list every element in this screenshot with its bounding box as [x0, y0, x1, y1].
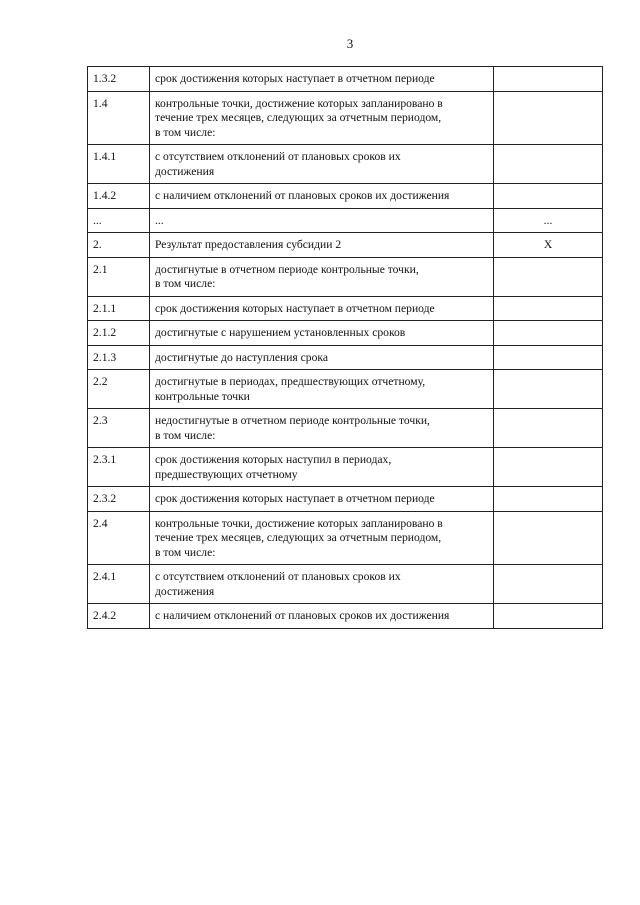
table-row — [88, 184, 603, 209]
row-number-cell: 2.1.3 — [88, 345, 150, 370]
row-description-cell: контрольные точки, достижение которых запланировано в течение трех месяцев, следующих за отчетным периодом, в том числе: — [150, 511, 494, 565]
row-number-cell: 2.1.2 — [88, 321, 150, 346]
table-row — [88, 345, 603, 370]
row-number-cell: 2.4.2 — [88, 604, 150, 629]
table-row — [88, 565, 603, 604]
table-row — [88, 511, 603, 565]
table-row — [88, 370, 603, 409]
row-description-cell: контрольные точки, достижение которых запланировано в течение трех месяцев, следующих за отчетным периодом, в том числе: — [150, 91, 494, 145]
row-value-cell — [494, 67, 603, 92]
row-value-cell — [494, 296, 603, 321]
table-row — [88, 487, 603, 512]
row-value-cell — [494, 565, 603, 604]
row-value-cell — [494, 370, 603, 409]
table-row — [88, 145, 603, 184]
row-description-cell: Результат предоставления субсидии 2 — [150, 233, 494, 258]
row-description-cell: срок достижения которых наступает в отчетном периоде — [150, 296, 494, 321]
table-row — [88, 208, 603, 233]
table-row — [88, 604, 603, 629]
row-value-cell — [494, 511, 603, 565]
table-row — [88, 448, 603, 487]
table-row — [88, 296, 603, 321]
row-number-cell: 1.4 — [88, 91, 150, 145]
row-description-cell: с отсутствием отклонений от плановых сроков их достижения — [150, 565, 494, 604]
table-row — [88, 67, 603, 92]
row-description-cell: срок достижения которых наступает в отчетном периоде — [150, 67, 494, 92]
control-points-table — [87, 66, 603, 629]
table-row — [88, 321, 603, 346]
row-description-cell: срок достижения которых наступил в периодах, предшествующих отчетному — [150, 448, 494, 487]
row-description-cell: с наличием отклонений от плановых сроков их достижения — [150, 604, 494, 629]
row-number-cell: 2.4 — [88, 511, 150, 565]
row-description-cell: достигнутые в отчетном периоде контрольные точки, в том числе: — [150, 257, 494, 296]
row-number-cell: 2.4.1 — [88, 565, 150, 604]
row-description-cell: достигнутые в периодах, предшествующих отчетному, контрольные точки — [150, 370, 494, 409]
row-value-cell — [494, 91, 603, 145]
row-description-cell: достигнутые до наступления срока — [150, 345, 494, 370]
row-number-cell: 2.3.2 — [88, 487, 150, 512]
row-value-cell — [494, 184, 603, 209]
row-value-cell: X — [494, 233, 603, 258]
row-number-cell: 1.4.2 — [88, 184, 150, 209]
table-row — [88, 91, 603, 145]
row-description-cell: с наличием отклонений от плановых сроков их достижения — [150, 184, 494, 209]
row-description-cell: с отсутствием отклонений от плановых сроков их достижения — [150, 145, 494, 184]
row-number-cell: 1.3.2 — [88, 67, 150, 92]
row-description-cell: достигнутые с нарушением установленных сроков — [150, 321, 494, 346]
row-number-cell: 2.1 — [88, 257, 150, 296]
row-value-cell — [494, 257, 603, 296]
row-description-cell: недостигнутые в отчетном периоде контрольные точки, в том числе: — [150, 409, 494, 448]
table-body — [88, 67, 603, 629]
row-number-cell: 2. — [88, 233, 150, 258]
row-value-cell — [494, 145, 603, 184]
table-row — [88, 257, 603, 296]
row-number-cell: ... — [88, 208, 150, 233]
row-number-cell: 2.2 — [88, 370, 150, 409]
row-value-cell — [494, 448, 603, 487]
row-description-cell: ... — [150, 208, 494, 233]
row-value-cell — [494, 604, 603, 629]
row-description-cell: срок достижения которых наступает в отчетном периоде — [150, 487, 494, 512]
table-row — [88, 233, 603, 258]
page-number: 3 — [346, 36, 354, 51]
row-number-cell: 1.4.1 — [88, 145, 150, 184]
row-number-cell: 2.3 — [88, 409, 150, 448]
row-value-cell — [494, 409, 603, 448]
row-number-cell: 2.1.1 — [88, 296, 150, 321]
row-number-cell: 2.3.1 — [88, 448, 150, 487]
row-value-cell — [494, 487, 603, 512]
row-value-cell: ... — [494, 208, 603, 233]
table-row — [88, 409, 603, 448]
row-value-cell — [494, 345, 603, 370]
row-value-cell — [494, 321, 603, 346]
